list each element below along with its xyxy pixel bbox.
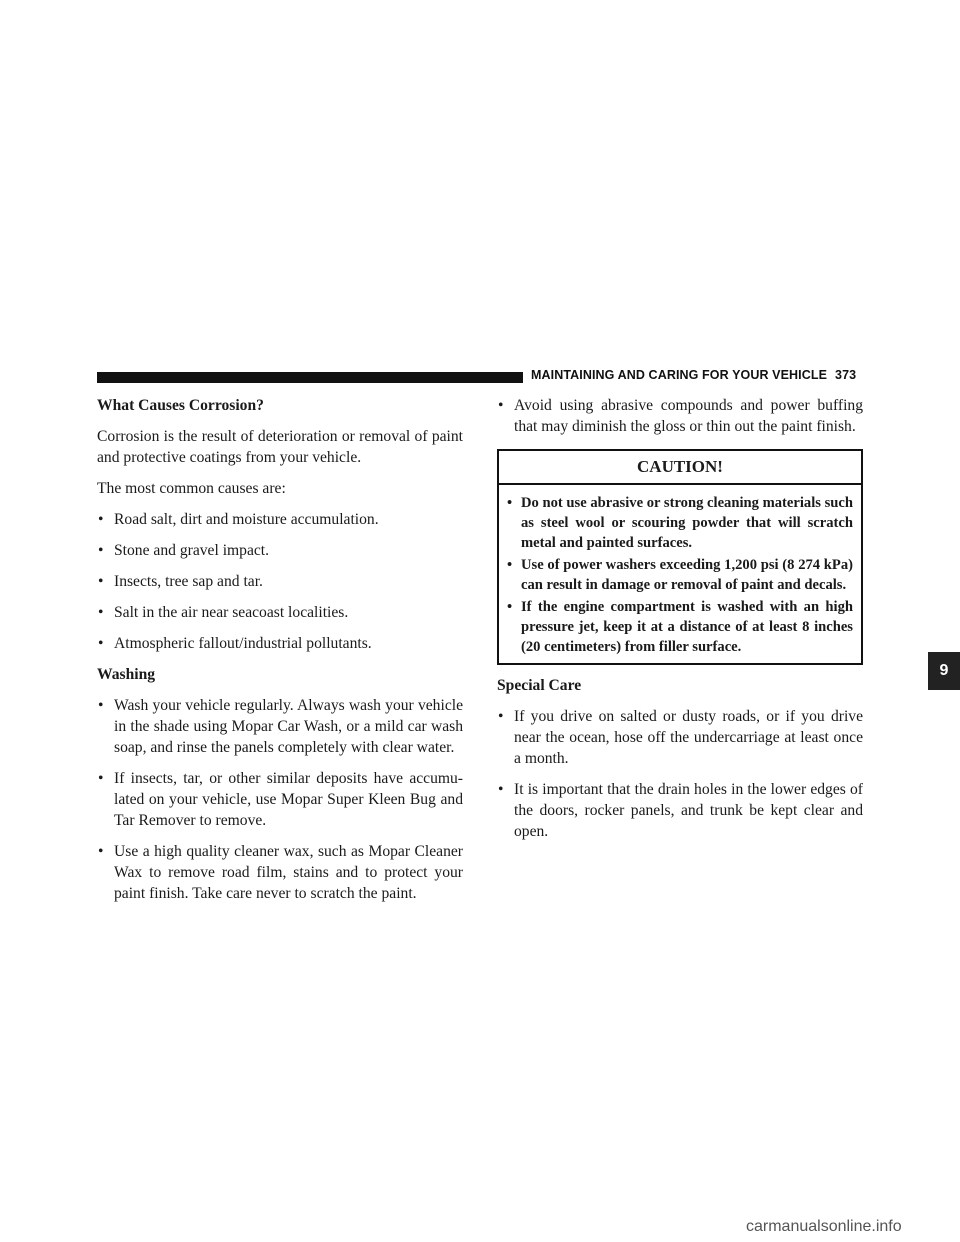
bullet-icon: • [98, 770, 104, 787]
running-header [531, 368, 865, 382]
list-item: • Do not use abrasive or strong cleaning materials such as steel wool or scouring powder that will scratch metal and painted surfaces. [507, 495, 853, 551]
list-item: • If insects, tar, or other similar deposits have accumu- lated on your vehicle, use Mopar Super Kleen Bug and Tar Remover to remove. [98, 770, 463, 829]
caution-box [497, 449, 863, 665]
bullet-icon: • [98, 697, 104, 714]
bullet-icon: • [507, 599, 513, 615]
bullet-icon: • [498, 708, 504, 725]
list-item: • It is important that the drain holes in the lower edges of the doors, rocker panels, and trunk be kept clear and open. [498, 781, 863, 840]
corrosion-heading: What Causes Corrosion? [97, 397, 264, 414]
list-item: • If the engine compartment is washed with an high pressure jet, keep it at a distance of at least 8 inches (20 centimeters) from filler surface. [507, 599, 853, 655]
list-item: • Avoid using abrasive compounds and power buffing that may diminish the gloss or thin out the paint finish. [498, 397, 863, 435]
special-care-heading: Special Care [497, 677, 582, 694]
bullet-icon: • [98, 604, 104, 621]
bullet-icon: • [498, 781, 504, 798]
bullet-icon: • [507, 557, 513, 573]
chapter-tab: 9 [928, 652, 960, 690]
watermark: carmanualsonline.info [746, 1218, 902, 1235]
page-number: 373 [835, 368, 857, 382]
section-title: MAINTAINING AND CARING FOR YOUR VEHICLE [531, 368, 828, 382]
bullet-icon: • [98, 635, 104, 652]
list-item: • Use a high quality cleaner wax, such as Mopar Cleaner Wax to remove road film, stains and to protect your paint finish. Take care never to scratch the paint. [98, 843, 463, 902]
list-item: • Atmospheric fallout/industrial pollutants. [98, 635, 372, 652]
list-item: • Stone and gravel impact. [98, 542, 270, 559]
list-item: • Wash your vehicle regularly. Always wash your vehicle in the shade using Mopar Car Wash, or a mild car wash soap, and rinse the panels completely with clear water. [98, 697, 463, 756]
caution-list [507, 493, 853, 657]
corrosion-paragraph: Corrosion is the result of deterioration or removal of paint and protective coatings from your vehicle. [97, 428, 463, 466]
left-column [97, 395, 463, 914]
washing-list [97, 695, 463, 904]
bullet-icon: • [98, 511, 104, 528]
bullet-icon: • [98, 573, 104, 590]
abrasive-list [497, 395, 863, 437]
bullet-icon: • [98, 542, 104, 559]
washing-heading: Washing [97, 666, 156, 683]
list-item: • Use of power washers exceeding 1,200 psi (8 274 kPa) can result in damage or removal of paint and decals. [507, 557, 853, 593]
special-care-list [497, 706, 863, 842]
caution-body [499, 485, 861, 663]
list-item: • Insects, tree sap and tar. [98, 573, 263, 590]
causes-list [97, 509, 463, 654]
bullet-icon: • [507, 495, 513, 511]
bullet-icon: • [498, 397, 504, 414]
right-column [497, 395, 863, 852]
header-rule [97, 372, 523, 383]
list-item: • If you drive on salted or dusty roads, or if you drive near the ocean, hose off the undercarriage at least once a month. [498, 708, 863, 767]
causes-intro: The most common causes are: [97, 480, 286, 497]
bullet-icon: • [98, 843, 104, 860]
caution-title: CAUTION! [499, 451, 861, 485]
list-item: • Road salt, dirt and moisture accumulation. [98, 511, 379, 528]
list-item: • Salt in the air near seacoast localities. [98, 604, 349, 621]
